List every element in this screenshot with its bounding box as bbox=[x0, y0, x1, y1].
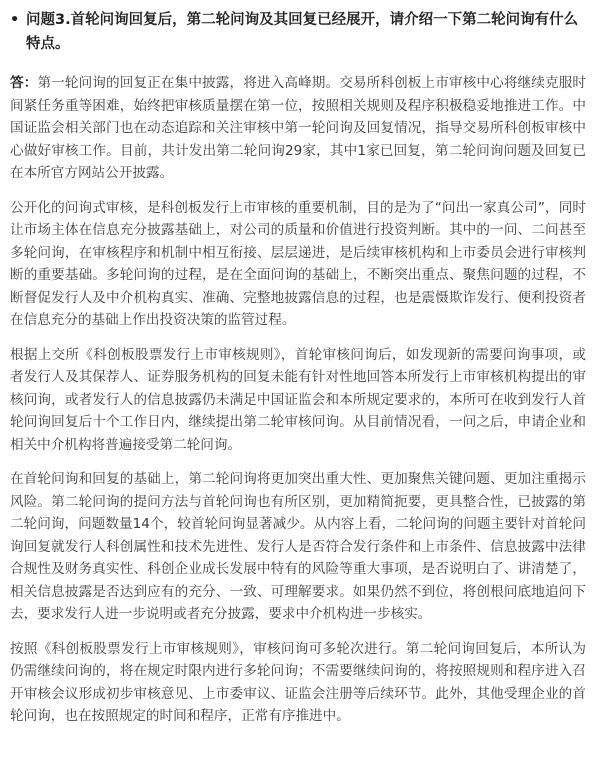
question-text: 问题3.首轮问询回复后，第二轮问询及其回复已经展开，请介绍一下第二轮问询有什么特点。 bbox=[26, 12, 579, 52]
answer-paragraph-4: 在首轮问询和回复的基础上，第二轮问询将更加突出重大性、更加聚焦关键问题、更加注重揭示风险。第二轮问询的提问方法与首轮问询也有所区别，更加精简扼要，更具整合性，已披露的第二轮问询，问题数量14个，较首轮问询显著减少。从内容上看，二轮问询的问题主要针对首轮问询回复就发行人科创属性和技术先进性、发行人是否符合发行条件和上市条件、信息披露中法律合规性及财务真实性、科创企业成长发展中特有的风险等重大事项，是否说明白了、讲清楚了，相关信息披露是否达到应有的充分、一致、可理解要求。如果仍然不到位，将创根问底地追问下去，要求发行人进一步说明或者充分披露，要求中介机构进一步核实。 bbox=[10, 471, 586, 622]
answer-paragraph-2: 公开化的问询式审核，是科创板发行上市审核的重要机制，目的是为了“问出一家真公司”，同时让市场主体在信息充分披露基础上，对公司的质量和价值进行投资判断。其中的一问、二问甚至多轮问询，在审核程序和机制中相互衔接、层层递进，是后续审核机构和上市委员会进行审核判断的重要基础。多轮问询的过程，是在全面问询的基础上，不断突出重点、聚焦问题的过程，不断督促发行人及中介机构真实、准确、完整地披露信息的过程，也是震慑欺诈发行、便利投资者在信息充分的基础上作出投资决策的监管过程。 bbox=[10, 199, 586, 328]
bullet-icon: • bbox=[10, 12, 20, 28]
answer-paragraph-1 bbox=[10, 72, 586, 185]
question-heading bbox=[10, 8, 586, 56]
answer-paragraph-1-text: 第一轮问询的回复正在集中披露，将进入高峰期。交易所科创板上市审核中心将继续克服时间紧任务重等困难，始终把审核质量摆在第一位，按照相关规则及程序积极稳妥地推进工作。中国证监会相关部门也在动态追踪和关注审核中第一轮问询及回复情况，指导交易所科创板审核中心做好审核工作。目前，共计发出第二轮问询29家，其中1家已回复，第二轮问询问题及回复已在本所官方网站公开披露。 bbox=[10, 75, 586, 181]
answer-label: 答： bbox=[10, 75, 38, 91]
answer-paragraph-3: 根据上交所《科创板股票发行上市审核规则》，首轮审核问询后，如发现新的需要问询事项，或者发行人及其保荐人、证券服务机构的回复未能有针对性地回答本所发行上市审核机构提出的审核问询，或者发行人的信息披露仍未满足中国证监会和本所规定要求的，本所可在收到发行人首轮问询回复后十个工作日内，继续提出第二轮审核问询。从目前情况看，一问之后，申请企业和相关中介机构将普遍接受第二轮问询。 bbox=[10, 346, 586, 453]
answer-paragraph-5: 按照《科创板股票发行上市审核规则》，审核问询可多轮次进行。第二轮问询回复后，本所认为仍需继续问询的，将在规定时限内进行多轮问询；不需要继续问询的，将按照规则和程序进入召开审核会议形成初步审核意见、上市委审议、证监会注册等后续环节。此外，其他受理企业的首轮问询，也在按照规定的时间和程序，正常有序推进中。 bbox=[10, 640, 586, 724]
